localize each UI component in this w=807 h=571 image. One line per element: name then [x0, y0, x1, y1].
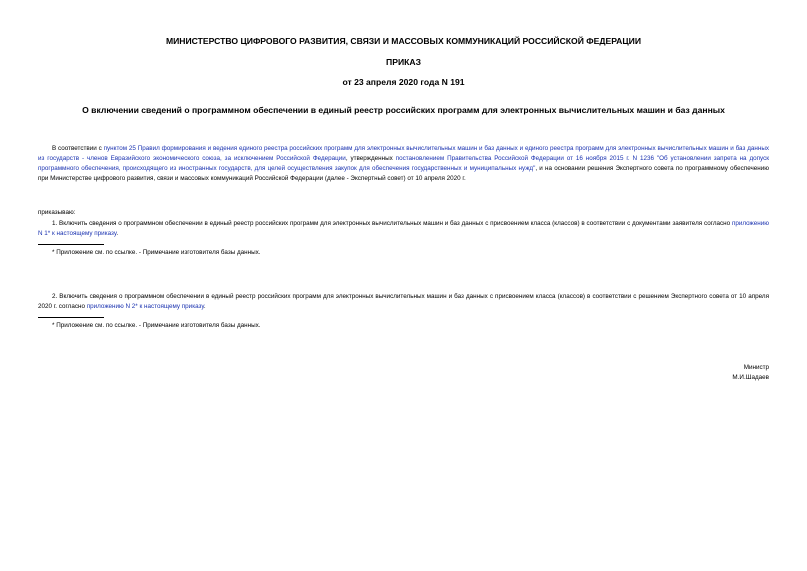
document-type: ПРИКАЗ — [386, 57, 421, 67]
order-item-2-text: 2. Включить сведения о программном обеспечении в единый реестр российских программ для электронных вычислительных машин и баз данных с присвоением класса (классов) в соответствии с решением Экспертного совета от 10 апреля 2020 г. согласно — [38, 293, 769, 310]
ministry-heading: МИНИСТЕРСТВО ЦИФРОВОГО РАЗВИТИЯ, СВЯЗИ И МАССОВЫХ КОММУНИКАЦИЙ РОССИЙСКОЙ ФЕДЕРАЦИИ — [165, 36, 642, 46]
preamble-text-3: , и на основании решения Экспертного совета по программному обеспечению при Министерстве цифрового развития, связи и массовых коммуникаций Российской Федерации (далее - Экспертный совет) от 10 апреля 2020 г. — [38, 165, 769, 182]
document-subject: О включении сведений о программном обеспечении в единый реестр российских программ для электронных вычислительных машин и баз данных — [82, 105, 725, 115]
document-date-number: от 23 апреля 2020 года N 191 — [342, 77, 465, 87]
order-item-2-end: . — [203, 303, 206, 310]
signatory-position: Министр — [743, 364, 769, 371]
rules-link[interactable]: пунктом 25 Правил формирования и ведения единого реестра российских программ для электронных вычислительных машин и баз данных и единого реестра программ для электронных вычислительных машин и баз данных из государств - членов Евразийского экономического союза, за исключением Российской Федерации — [38, 145, 769, 162]
government-decree-link[interactable]: постановлением Правительства Российской Федерации от 16 ноября 2015 г. N 1236 "Об установлении запрета на допуск программного обеспечения, происходящего из иностранных государств, для целей осуществления закупок для обеспечения государственных и муниципальных нужд" — [38, 155, 770, 172]
preamble-paragraph — [38, 144, 769, 184]
order-word: приказываю: — [38, 209, 76, 216]
preamble-text-2: , утвержденных — [345, 155, 396, 162]
order-item-2 — [38, 292, 769, 312]
preamble-text-1: В соответствии с — [52, 145, 104, 152]
footnote-divider-1 — [38, 244, 104, 245]
footnote-divider-2 — [38, 317, 104, 318]
order-item-1-text: 1. Включить сведения о программном обеспечении в единый реестр российских программ для электронных вычислительных машин и баз данных с присвоением класса (классов) в соответствии с документами заявителя согласно — [52, 220, 732, 227]
appendix-1-link[interactable]: приложению N 1* к настоящему приказу — [38, 220, 769, 237]
appendix-2-link[interactable]: приложению N 2* к настоящему приказу — [86, 303, 204, 310]
footnote-2: * Приложение см. по ссылке. - Примечание изготовителя базы данных. — [52, 322, 261, 329]
order-item-1-end: . — [116, 230, 119, 237]
signatory-name: М.И.Шадаев — [732, 374, 769, 381]
footnote-1: * Приложение см. по ссылке. - Примечание изготовителя базы данных. — [52, 249, 261, 256]
order-item-1 — [38, 219, 769, 239]
